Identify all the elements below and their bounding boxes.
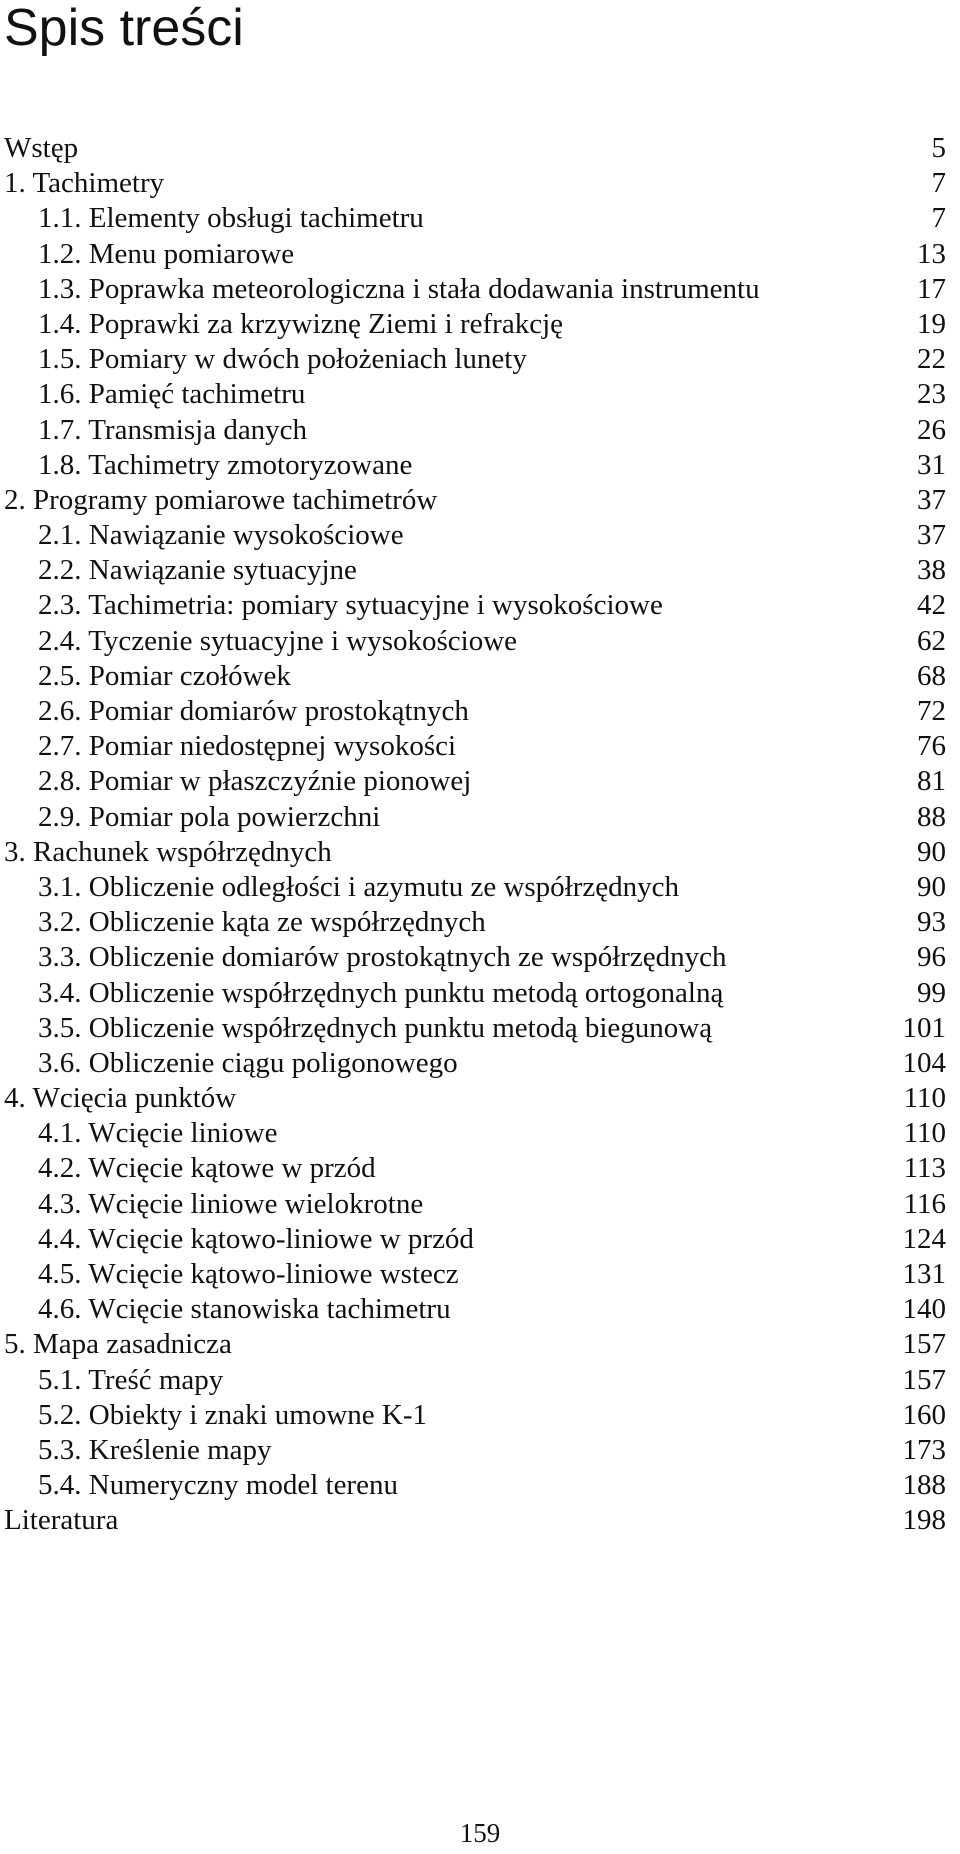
toc-entry-page: 42	[917, 589, 946, 622]
toc-entry-page: 110	[903, 1117, 946, 1150]
toc-entry-page: 140	[902, 1293, 946, 1326]
toc-entry-title: 2.1. Nawiązanie wysokościowe	[38, 519, 404, 552]
toc-entry-title: 3.4. Obliczenie współrzędnych punktu metodą ortogonalną	[38, 976, 724, 1009]
toc-entry	[0, 940, 960, 975]
toc-entry-title: 1.5. Pomiary w dwóch położeniach lunety	[38, 343, 527, 376]
toc-entry-title: 4.3. Wcięcie liniowe wielokrotne	[38, 1187, 424, 1220]
toc-entry	[0, 1081, 960, 1116]
toc-entry	[0, 1292, 960, 1327]
page-number: 159	[459, 1818, 501, 1848]
toc-entry-page: 68	[917, 659, 946, 692]
toc-entry-title: 2.5. Pomiar czołówek	[38, 659, 291, 692]
toc-entry-page: 76	[917, 730, 946, 763]
toc-entry-page: 198	[902, 1504, 946, 1537]
toc-entry-page: 37	[917, 483, 946, 516]
toc-entry-page: 23	[917, 378, 946, 411]
toc-entry-title: 1.1. Elementy obsługi tachimetru	[38, 202, 424, 235]
toc-entry-page: 72	[917, 695, 946, 727]
toc-entry-title: 2. Programy pomiarowe tachimetrów	[4, 483, 438, 516]
toc-entry-title: 2.4. Tyczenie sytuacyjne i wysokościowe	[38, 624, 518, 657]
toc-entry-title: 1.8. Tachimetry zmotoryzowane	[38, 448, 413, 481]
toc-entry-page: 157	[902, 1363, 946, 1396]
toc-entry-page: 99	[917, 976, 946, 1009]
toc-entry	[0, 131, 960, 166]
toc-entry	[0, 1363, 960, 1398]
toc-entry	[0, 237, 960, 272]
toc-entry	[0, 1151, 960, 1186]
toc-entry	[0, 448, 960, 483]
toc-entry	[0, 976, 960, 1011]
toc-entry	[0, 1503, 960, 1538]
toc-entry-page: 81	[917, 765, 946, 798]
table-of-contents	[0, 131, 960, 1539]
toc-entry	[0, 1187, 960, 1222]
toc-entry-page: 188	[902, 1469, 946, 1502]
toc-entry-page: 173	[902, 1433, 946, 1466]
toc-entry-page: 62	[917, 624, 946, 657]
toc-entry-title: 5.2. Obiekty i znaki umowne K-1	[38, 1398, 428, 1431]
toc-entry	[0, 694, 960, 729]
toc-entry-page: 93	[917, 906, 946, 939]
toc-entry-page: 90	[917, 835, 946, 868]
toc-entry-title: 1.4. Poprawki za krzywiznę Ziemi i refrakcję	[38, 307, 564, 340]
toc-entry	[0, 272, 960, 307]
toc-entry	[0, 483, 960, 518]
toc-entry	[0, 1222, 960, 1257]
toc-entry-title: 2.6. Pomiar domiarów prostokątnych	[38, 695, 469, 727]
toc-entry-title: 2.8. Pomiar w płaszczyźnie pionowej	[38, 765, 472, 798]
toc-entry-page: 7	[931, 167, 946, 200]
toc-entry-page: 19	[917, 307, 946, 340]
toc-entry	[0, 1327, 960, 1362]
toc-entry	[0, 1011, 960, 1046]
toc-entry-page: 22	[917, 343, 946, 376]
toc-entry-page: 13	[917, 237, 946, 270]
toc-entry-page: 37	[917, 519, 946, 552]
toc-entry-title: 1.2. Menu pomiarowe	[38, 237, 295, 270]
toc-entry-title: 4.1. Wcięcie liniowe	[38, 1117, 278, 1150]
toc-entry-page: 7	[931, 202, 946, 235]
toc-entry	[0, 307, 960, 342]
toc-entry-page: 116	[903, 1187, 946, 1220]
toc-entry	[0, 659, 960, 694]
toc-entry-page: 5	[931, 132, 946, 164]
toc-entry-title: 3. Rachunek współrzędnych	[4, 835, 332, 868]
toc-entry	[0, 166, 960, 201]
toc-entry-page: 38	[917, 554, 946, 587]
toc-entry-title: 3.3. Obliczenie domiarów prostokątnych ze współrzędnych	[38, 941, 727, 974]
toc-entry-title: 3.1. Obliczenie odległości i azymutu ze współrzędnych	[38, 870, 680, 903]
toc-entry	[0, 905, 960, 940]
toc-entry-title: 2.9. Pomiar pola powierzchni	[38, 800, 381, 833]
toc-entry-title: 4.5. Wcięcie kątowo-liniowe wstecz	[38, 1258, 459, 1290]
toc-entry-title: 5.4. Numeryczny model terenu	[38, 1469, 398, 1502]
toc-entry-title: 3.6. Obliczenie ciągu poligonowego	[38, 1046, 458, 1079]
toc-entry-title: 1.7. Transmisja danych	[38, 413, 308, 446]
toc-entry-page: 101	[902, 1011, 946, 1044]
toc-entry	[0, 870, 960, 905]
toc-entry	[0, 800, 960, 835]
toc-entry-title: 5. Mapa zasadnicza	[4, 1328, 232, 1361]
toc-entry	[0, 588, 960, 623]
toc-entry-title: 2.3. Tachimetria: pomiary sytuacyjne i wysokościowe	[38, 589, 663, 622]
toc-entry	[0, 1468, 960, 1503]
toc-entry-page: 160	[902, 1398, 946, 1431]
toc-entry-page: 113	[903, 1152, 946, 1185]
toc-entry	[0, 1398, 960, 1433]
toc-entry-title: 5.3. Kreślenie mapy	[38, 1433, 272, 1466]
toc-entry-title: 3.2. Obliczenie kąta ze współrzędnych	[38, 906, 486, 939]
toc-entry-page: 96	[917, 941, 946, 974]
toc-entry-title: 5.1. Treść mapy	[38, 1363, 224, 1396]
toc-entry	[0, 413, 960, 448]
toc-entry-page: 17	[917, 272, 946, 305]
toc-entry-title: 1.3. Poprawka meteorologiczna i stała dodawania instrumentu	[38, 272, 760, 305]
toc-entry-title: 4.4. Wcięcie kątowo-liniowe w przód	[38, 1222, 474, 1255]
toc-entry	[0, 729, 960, 764]
toc-entry-page: 124	[902, 1222, 946, 1255]
toc-entry-page: 131	[902, 1258, 946, 1290]
toc-entry-page: 157	[902, 1328, 946, 1361]
toc-entry-page: 104	[902, 1046, 946, 1079]
toc-entry-title: 4.2. Wcięcie kątowe w przód	[38, 1152, 376, 1185]
toc-entry-title: Literatura	[4, 1504, 119, 1537]
toc-entry	[0, 624, 960, 659]
toc-entry-title: 4.6. Wcięcie stanowiska tachimetru	[38, 1293, 451, 1326]
toc-entry	[0, 377, 960, 412]
toc-entry	[0, 342, 960, 377]
toc-entry-title: 2.2. Nawiązanie sytuacyjne	[38, 554, 357, 587]
toc-entry-page: 26	[917, 413, 946, 446]
toc-entry-title: 1. Tachimetry	[4, 167, 165, 200]
page-title: Spis treści	[4, 0, 244, 57]
toc-entry	[0, 553, 960, 588]
toc-entry-page: 110	[903, 1082, 946, 1115]
toc-entry	[0, 1116, 960, 1151]
toc-entry-title: 4. Wcięcia punktów	[4, 1082, 237, 1115]
toc-entry-title: 2.7. Pomiar niedostępnej wysokości	[38, 730, 457, 763]
toc-entry	[0, 1257, 960, 1292]
toc-entry	[0, 764, 960, 799]
toc-entry-title: 1.6. Pamięć tachimetru	[38, 378, 306, 411]
toc-entry	[0, 518, 960, 553]
toc-entry	[0, 1046, 960, 1081]
toc-entry	[0, 835, 960, 870]
toc-entry-page: 88	[917, 800, 946, 833]
toc-entry-title: Wstęp	[4, 132, 79, 164]
toc-entry-title: 3.5. Obliczenie współrzędnych punktu metodą biegunową	[38, 1011, 713, 1044]
toc-entry-page: 31	[917, 448, 946, 481]
toc-entry	[0, 1433, 960, 1468]
toc-entry	[0, 201, 960, 236]
toc-entry-page: 90	[917, 870, 946, 903]
